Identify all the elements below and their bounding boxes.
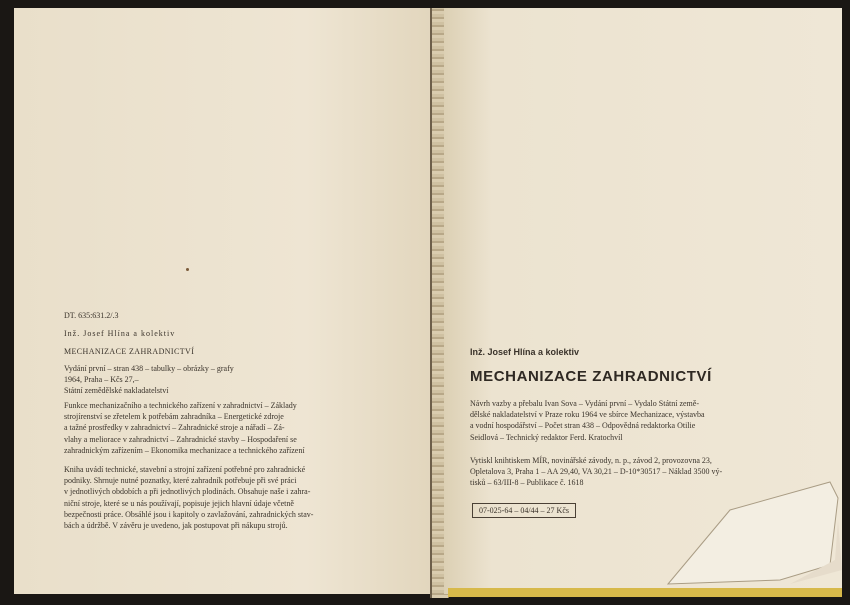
credits-line: Návrh vazby a přebalu Ivan Sova – Vydání první – Vydalo Státní země-: [470, 399, 699, 408]
credits-line: Seidlová – Technický redaktor Ferd. Kratochvíl: [470, 432, 623, 442]
stain-mark: [186, 268, 189, 271]
imprint-title: MECHANIZACE ZAHRADNICTVÍ: [470, 368, 712, 385]
imprint-printer: [470, 455, 810, 489]
abstract-line: strojírenství se zřetelem k potřebám zahradníka – Energetické zdroje: [64, 412, 284, 422]
abstract-line: a tažné prostředky v zahradnictví – Zahradnické stroje a nářadí – Zá-: [64, 423, 285, 433]
year-price: 1964, Praha – Kčs 27,–: [64, 375, 139, 384]
credits-line: dělské nakladatelství v Praze roku 1964 ve sbírce Mechanizace, výstavba: [470, 410, 705, 420]
credits-line: a vodní hospodářství – Počet stran 438 – Odpovědná redaktorka Otilie: [470, 421, 696, 431]
printer-line: Opletalova 3, Praha 1 – AA 29,40, VA 30,21 – D-10*30517 – Náklad 3500 vý-: [470, 467, 723, 477]
description-line: podniky. Shrnuje nutné poznatky, které zahradník potřebuje při své práci: [64, 476, 297, 486]
abstract-description: [64, 464, 398, 531]
printer-line: Vytiskl knihtiskem MÍR, novinářské závody, n. p., závod 2, provozovna 23,: [470, 456, 712, 465]
author-line: Inž. Josef Hlína a kolektiv: [64, 329, 176, 338]
book-title: MECHANIZACE ZAHRADNICTVÍ: [64, 347, 195, 356]
publisher-line: Státní zemědělské nakladatelství: [64, 386, 169, 395]
edition-line: Vydání první – stran 438 – tabulky – obrázky – grafy: [64, 364, 234, 373]
torn-flap: [660, 480, 845, 590]
dt-code: DT. 635:631.2/.3: [64, 311, 119, 320]
abstract-line: zahradnickým zařízením – Ekonomika mechanizace a technického zařízení: [64, 445, 305, 455]
abstract-line: vlahy a meliorace v zahradnictví – Zahradnické stavby – Hospodaření se: [64, 434, 297, 444]
abstract-line: Funkce mechanizačního a technického zařízení v zahradnictví – Základy: [64, 401, 297, 410]
description-line: bách a údržbě. V závěru je uvedeno, jak postupovat při nákupu strojů.: [64, 521, 288, 531]
printer-line: tisků – 63/III-8 – Publikace č. 1618: [470, 478, 584, 488]
imprint-author: Inž. Josef Hlína a kolektiv: [470, 347, 580, 357]
imprint-credits: [470, 398, 810, 443]
abstract-contents: [64, 400, 398, 456]
description-line: bezpečnosti práce. Obsáhlé jsou i kapitoly o zavlažování, zahradnických stav-: [64, 509, 314, 519]
catalog-code: 07-025-64 – 04/44 – 27 Kčs: [472, 503, 576, 518]
description-line: v jednotlivých obdobích a při jednotlivých plodinách. Obsahuje naše i zahra-: [64, 487, 311, 497]
description-line: Kniha uvádí technické, stavební a strojní zařízení potřebné pro zahradnické: [64, 465, 306, 474]
description-line: niční stroje, které se u nás používají, popisuje jejich hlavní údaje včetně: [64, 498, 294, 508]
